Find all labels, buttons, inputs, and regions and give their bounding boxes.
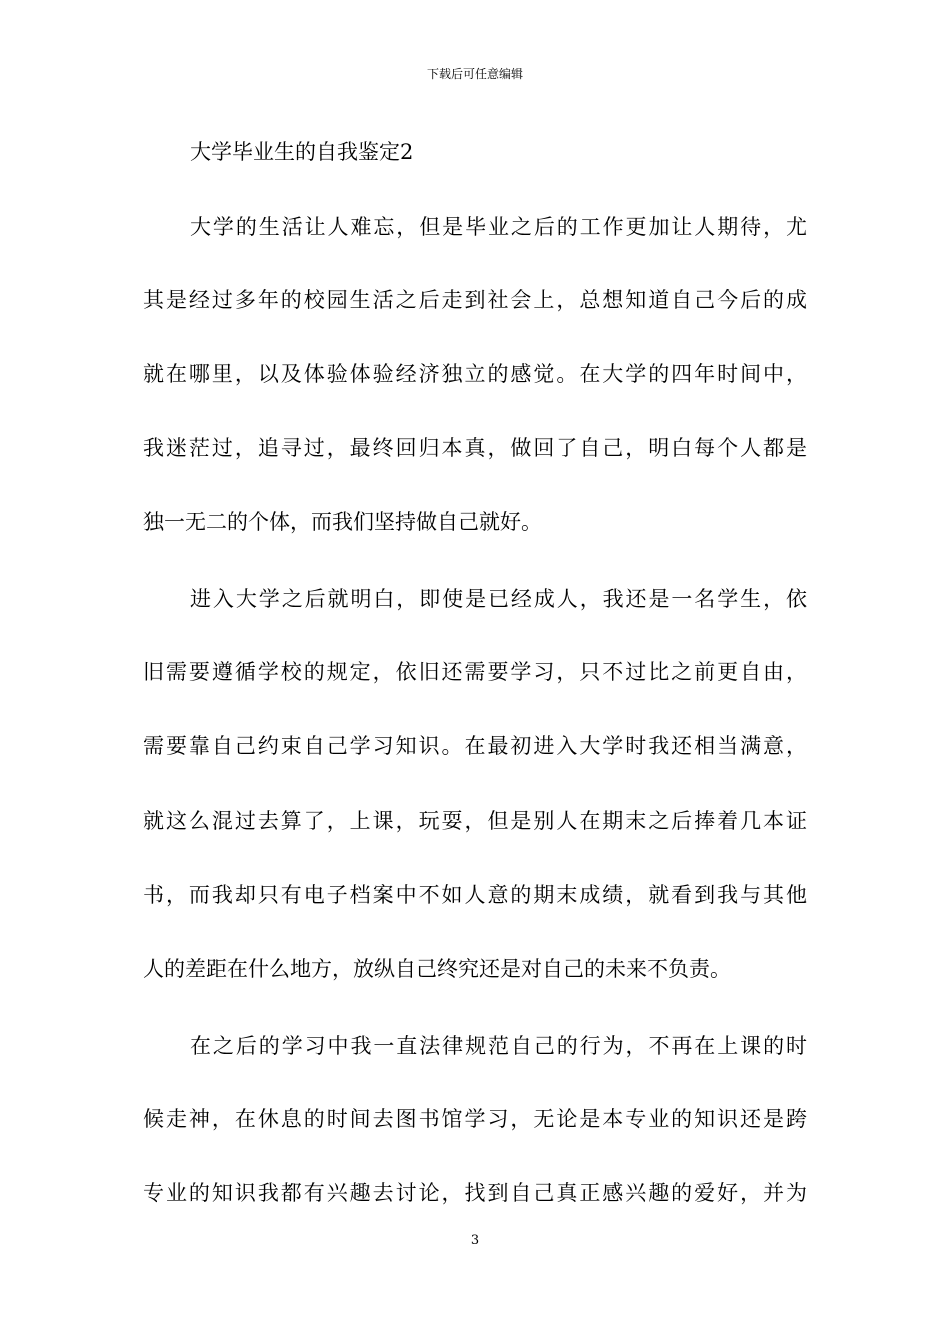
paragraph-line: 我迷茫过，追寻过，最终回归本真，做回了自己，明白每个人都是 [143, 436, 807, 460]
paragraph-line: 需要靠自己约束自己学习知识。在最初进入大学时我还相当满意， [143, 734, 807, 758]
paragraph-line: 书，而我却只有电子档案中不如人意的期末成绩，就看到我与其他 [143, 883, 807, 907]
paragraph-line: 在之后的学习中我一直法律规范自己的行为，不再在上课的时 [190, 1034, 807, 1058]
paragraph-line: 专业的知识我都有兴趣去讨论，找到自己真正感兴趣的爱好，并为 [143, 1181, 807, 1205]
paragraph-line: 独一无二的个体，而我们坚持做自己就好。 [143, 510, 542, 534]
section-title: 大学毕业生的自我鉴定2 [190, 140, 414, 164]
paragraph-line: 候走神，在休息的时间去图书馆学习，无论是本专业的知识还是跨 [143, 1107, 807, 1131]
page-number: 3 [470, 1233, 480, 1248]
paragraph-line: 旧需要遵循学校的规定，依旧还需要学习，只不过比之前更自由， [143, 660, 807, 684]
page-header: 下载后可任意编辑 [426, 67, 523, 81]
paragraph-line: 就在哪里，以及体验体验经济独立的感觉。在大学的四年时间中， [143, 362, 807, 386]
paragraph-line: 就这么混过去算了，上课，玩耍，但是别人在期末之后捧着几本证 [143, 809, 807, 833]
paragraph-line: 人的差距在什么地方，放纵自己终究还是对自己的未来不负责。 [143, 957, 731, 981]
paragraph-line: 其是经过多年的校园生活之后走到社会上，总想知道自己今后的成 [143, 288, 807, 312]
paragraph-line: 进入大学之后就明白，即使是已经成人，我还是一名学生，依 [190, 587, 807, 611]
paragraph-line: 大学的生活让人难忘，但是毕业之后的工作更加让人期待，尤 [190, 215, 807, 239]
